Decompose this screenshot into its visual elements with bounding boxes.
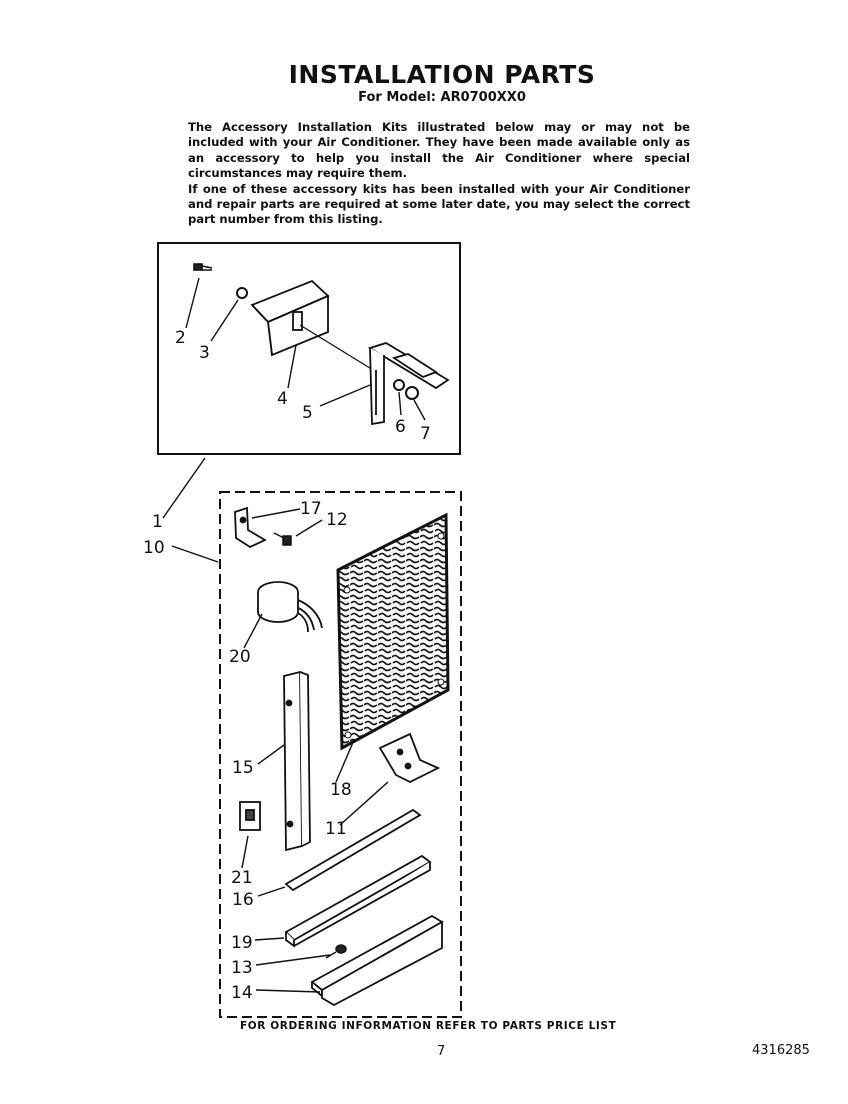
nut-part-6 xyxy=(394,380,404,390)
page-number: 7 xyxy=(437,1044,446,1059)
page-title: INSTALLATION PARTS xyxy=(288,60,596,89)
callout-10: 10 xyxy=(143,538,165,558)
callout-7: 7 xyxy=(420,424,431,444)
assembly-line xyxy=(300,325,378,373)
screw-part-2 xyxy=(194,264,212,270)
callout-20: 20 xyxy=(229,647,251,667)
callout-12: 12 xyxy=(326,510,348,530)
callout-4: 4 xyxy=(277,389,288,409)
vertical-channel-part-15 xyxy=(284,672,310,850)
callout-17: 17 xyxy=(300,499,322,519)
callout-16: 16 xyxy=(232,890,254,910)
sill-rail-part-14 xyxy=(312,916,442,1005)
model-line: For Model: AR0700XX0 xyxy=(358,90,526,105)
document-number: 4316285 xyxy=(752,1043,810,1058)
callout-18: 18 xyxy=(330,780,352,800)
callout-6: 6 xyxy=(395,417,406,437)
callout-13: 13 xyxy=(231,958,253,978)
tape-roll-part-20 xyxy=(258,582,322,632)
angle-bracket-part-5 xyxy=(370,343,448,424)
filter-panel-part-18 xyxy=(338,515,448,748)
intro-paragraph-1: The Accessory Installation Kits illustrated below may or may not be included with your Air Conditioner. They have been made available only as an accessory to help you install the Air Conditioner where special circumstances may require them. xyxy=(188,120,690,181)
foam-block-part-21 xyxy=(240,802,260,830)
ordering-note: FOR ORDERING INFORMATION REFER TO PARTS PRICE LIST xyxy=(240,1020,617,1032)
small-bracket-part-17 xyxy=(235,508,265,547)
clip-part-11 xyxy=(380,734,438,782)
callout-15: 15 xyxy=(232,758,254,778)
callout-5: 5 xyxy=(302,403,313,423)
callout-11: 11 xyxy=(325,819,347,839)
nut-part-7 xyxy=(406,387,418,399)
screw-part-13 xyxy=(326,945,346,958)
callout-19: 19 xyxy=(231,933,253,953)
callout-1: 1 xyxy=(152,512,163,532)
screw-part-12 xyxy=(274,533,291,545)
washer-part-3 xyxy=(237,288,247,298)
callout-3: 3 xyxy=(199,343,210,363)
callout-21: 21 xyxy=(231,868,253,888)
intro-paragraph-2: If one of these accessory kits has been installed with your Air Conditioner and repair parts are required at some later date, you may select the correct part number from this listing. xyxy=(188,181,690,227)
callout-14: 14 xyxy=(231,983,253,1003)
bracket-cover-part-4 xyxy=(252,281,328,355)
callout-2: 2 xyxy=(175,328,186,348)
